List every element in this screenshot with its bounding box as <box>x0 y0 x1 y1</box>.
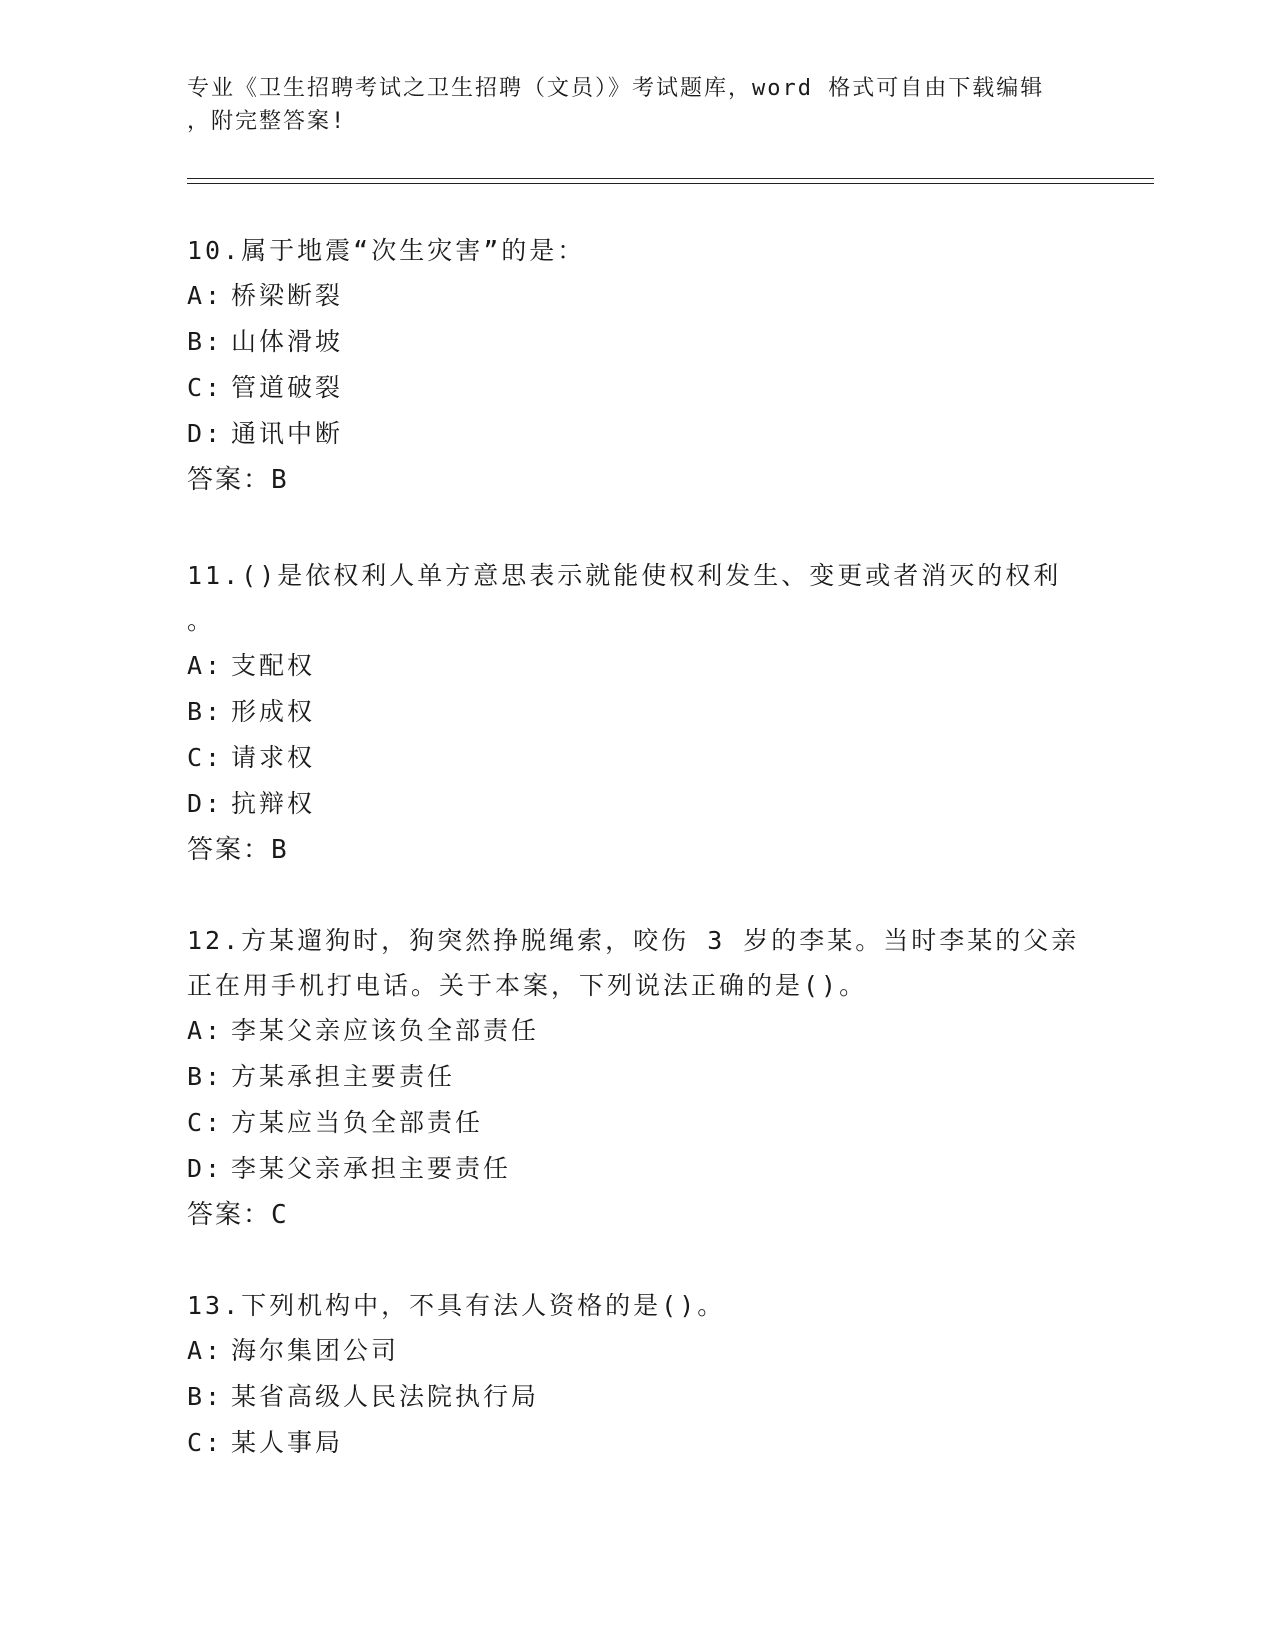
option-text: 李某父亲应该负全部责任 <box>231 1016 540 1045</box>
question-stem: 10.属于地震“次生灾害”的是： <box>187 236 586 265</box>
option-text: 通讯中断 <box>231 419 344 448</box>
option-label: A: <box>187 651 224 680</box>
question-12 <box>187 918 1087 1238</box>
answer-value: B <box>271 465 289 495</box>
option-label: C: <box>187 1428 224 1457</box>
option-a <box>187 643 1087 689</box>
option-d <box>187 781 1087 827</box>
option-b <box>187 1054 1087 1100</box>
answer-line <box>187 1192 1087 1238</box>
question-stem: 11.()是依权利人单方意思表示就能使权利发生、变更或者消灭的权利 <box>187 561 1062 590</box>
option-d <box>187 411 1087 457</box>
option-label: B: <box>187 697 224 726</box>
answer-label: 答案： <box>187 835 272 865</box>
option-c <box>187 735 1087 781</box>
option-text: 方某承担主要责任 <box>231 1062 456 1091</box>
document-header <box>187 72 1067 138</box>
option-text: 管道破裂 <box>231 373 344 402</box>
option-a <box>187 1328 1087 1374</box>
header-line-2: ，附完整答案! <box>187 109 347 134</box>
question-stem: 12.方某遛狗时，狗突然挣脱绳索，咬伤 3 岁的李某。当时李某的父亲 <box>187 926 1080 955</box>
option-label: B: <box>187 1062 224 1091</box>
answer-value: B <box>271 835 289 865</box>
option-text: 方某应当负全部责任 <box>231 1108 484 1137</box>
option-label: B: <box>187 1382 224 1411</box>
option-label: C: <box>187 373 224 402</box>
option-label: A: <box>187 1016 224 1045</box>
option-label: A: <box>187 281 224 310</box>
header-divider-bottom <box>187 183 1154 184</box>
option-text: 抗辩权 <box>231 789 316 818</box>
option-b <box>187 1374 1087 1420</box>
option-text: 李某父亲承担主要责任 <box>231 1154 512 1183</box>
option-text: 山体滑坡 <box>231 327 344 356</box>
question-stem: 13.下列机构中，不具有法人资格的是()。 <box>187 1291 726 1320</box>
option-label: C: <box>187 1108 224 1137</box>
answer-line <box>187 827 1087 873</box>
answer-label: 答案： <box>187 465 272 495</box>
option-label: C: <box>187 743 224 772</box>
answer-label: 答案： <box>187 1200 272 1230</box>
option-d <box>187 1146 1087 1192</box>
option-label: A: <box>187 1336 224 1365</box>
option-text: 某省高级人民法院执行局 <box>231 1382 540 1411</box>
option-text: 桥梁断裂 <box>231 281 344 310</box>
option-label: B: <box>187 327 224 356</box>
option-c <box>187 365 1087 411</box>
option-label: D: <box>187 419 224 448</box>
question-10 <box>187 228 1087 503</box>
option-text: 海尔集团公司 <box>231 1336 400 1365</box>
option-label: D: <box>187 789 224 818</box>
header-line-1: 专业《卫生招聘考试之卫生招聘（文员）》考试题库，word 格式可自由下载编辑 <box>187 76 1045 101</box>
option-c <box>187 1100 1087 1146</box>
question-11 <box>187 553 1087 873</box>
option-a <box>187 1008 1087 1054</box>
question-stem-cont: 。 <box>187 606 216 635</box>
question-stem-cont: 正在用手机打电话。关于本案，下列说法正确的是()。 <box>187 971 868 1000</box>
question-13 <box>187 1283 1087 1466</box>
option-c <box>187 1420 1087 1466</box>
option-text: 形成权 <box>231 697 316 726</box>
option-a <box>187 273 1087 319</box>
option-label: D: <box>187 1154 224 1183</box>
option-text: 支配权 <box>231 651 316 680</box>
option-text: 请求权 <box>231 743 316 772</box>
answer-value: C <box>271 1200 289 1230</box>
option-b <box>187 319 1087 365</box>
header-divider-top <box>187 178 1154 179</box>
answer-line <box>187 457 1087 503</box>
option-b <box>187 689 1087 735</box>
option-text: 某人事局 <box>231 1428 344 1457</box>
